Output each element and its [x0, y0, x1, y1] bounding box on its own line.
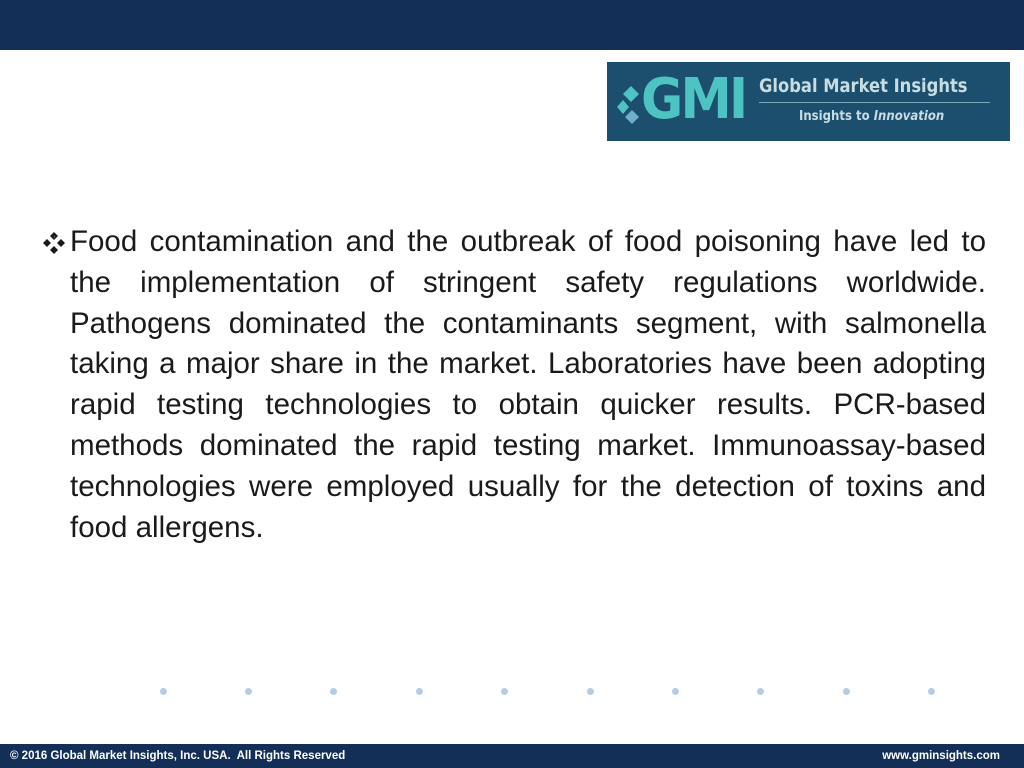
decorative-dot — [245, 688, 252, 695]
top-bar — [0, 0, 1024, 50]
logo-tagline — [799, 108, 944, 126]
logo-diamonds-icon — [617, 86, 641, 130]
decorative-dot — [160, 688, 167, 695]
body-paragraph: Food contamination and the outbreak of food poisoning have led to the implementation of stringent safety regulations worldwide. Pathogens dominated the contaminants segment, with salmonella taking a major share in the market. Laboratories have been adopting rapid testing technologies to obtain quicker results. PCR-based methods dominated the rapid testing market. Immunoassay-based technologies were employed usually for the detection of toxins and food allergens. — [70, 225, 986, 544]
decorative-dot — [757, 688, 764, 695]
logo-tagline-emphasis: Innovation — [873, 109, 945, 124]
decorative-dot — [587, 688, 594, 695]
footer-bar — [0, 744, 1024, 768]
decorative-dot — [416, 688, 423, 695]
footer-copyright: © 2016 Global Market Insights, Inc. USA. All Rights Reserved — [10, 750, 346, 762]
logo-mark: GMI — [641, 67, 746, 132]
company-logo — [607, 62, 1010, 141]
decorative-dot — [672, 688, 679, 695]
decorative-dots — [0, 688, 1024, 698]
decorative-dot — [843, 688, 850, 695]
diamond-bullet-icon — [42, 231, 66, 255]
logo-divider — [759, 102, 990, 103]
decorative-dot — [928, 688, 935, 695]
footer-website-link[interactable]: www.gminsights.com — [882, 750, 1000, 762]
decorative-dot — [501, 688, 508, 695]
logo-title: Global Market Insights — [759, 75, 968, 97]
logo-tagline-prefix: Insights to — [799, 109, 874, 124]
decorative-dot — [330, 688, 337, 695]
main-content — [42, 222, 986, 548]
